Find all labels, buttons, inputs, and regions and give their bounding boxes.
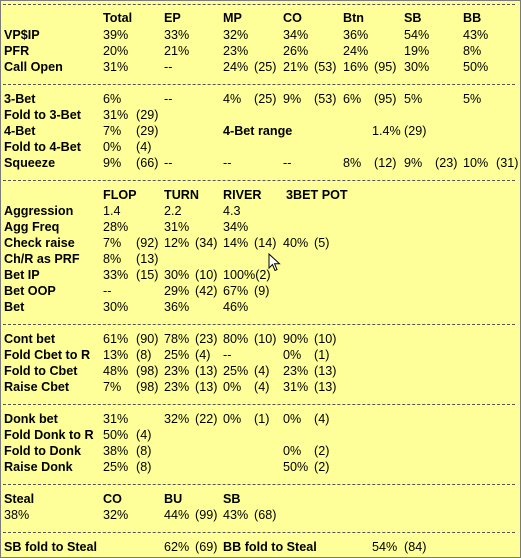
stat-value: -- [223,156,232,170]
stat-value: (10) [254,332,277,346]
divider [3,84,515,85]
stat-value: (4) [136,140,152,154]
stat-label: Bet OOP [4,284,56,298]
stat-value: 31% [103,60,129,74]
stat-value: 46% [223,300,249,314]
stat-value: (66) [136,156,159,170]
stat-value: (8) [136,348,152,362]
stat-value: 25% [103,460,129,474]
divider [3,324,515,325]
stat-label: Btn [343,11,364,25]
stat-label: Bet IP [4,268,40,282]
stat-value: 34% [223,220,249,234]
stat-label: CO [103,492,122,506]
stat-value: 38% [103,444,129,458]
stat-value: (90) [136,332,159,346]
stat-value: 31% [103,412,129,426]
stat-value: 31% [283,380,309,394]
stat-value: -- [283,156,292,170]
stat-value: 14% [223,236,249,250]
stat-value: (42) [195,284,218,298]
stat-value: (29) [136,108,159,122]
stat-value: (34) [195,236,218,250]
stat-label: 3-Bet [4,92,36,106]
stat-value: 43% [223,508,249,522]
stat-value: -- [164,156,173,170]
stat-value: 25% [223,364,249,378]
stat-value: (31) [496,156,519,170]
stat-value: (23) [195,332,218,346]
stat-value: (13) [195,380,218,394]
stat-value: 36% [164,300,190,314]
stat-value: 24% [343,44,369,58]
stat-value: 0% [223,380,242,394]
stat-value: 32% [103,508,129,522]
stat-value: (2) [314,460,330,474]
stat-value: 50% [283,460,309,474]
stat-value: (98) [136,380,159,394]
stat-label: RIVER [223,188,262,202]
stat-value: (13) [136,252,159,266]
stat-value: (53) [314,60,337,74]
stat-value: 19% [404,44,430,58]
stat-label: Ch/R as PRF [4,252,80,266]
stat-label: BB fold to Steal [223,540,317,554]
stat-value: 0% [283,348,302,362]
stat-value: 80% [223,332,249,346]
divider [3,404,515,405]
stat-value: 30% [103,300,129,314]
stat-label: Call Open [4,60,63,74]
stat-value: 33% [164,28,190,42]
stat-label: VP$IP [4,28,40,42]
stat-value: 6% [103,92,122,106]
stat-value: 43% [463,28,489,42]
stat-value: 32% [164,412,190,426]
stat-label: Steal [4,492,35,506]
stat-label: PFR [4,44,30,58]
stat-value: (22) [195,412,218,426]
stat-label: SB [223,492,241,506]
stat-value: -- [164,60,173,74]
stat-value: 54% [404,28,430,42]
divider [3,180,515,181]
stat-value: (4) [195,348,211,362]
stat-value: 21% [164,44,190,58]
stat-label: Fold to Cbet [4,364,78,378]
stat-value: (10) [314,332,337,346]
stat-value: 31% [103,108,129,122]
stat-value: 8% [463,44,482,58]
stat-value: 0% [283,444,302,458]
stat-label: Fold to Donk [4,444,81,458]
stat-label: Fold Cbet to R [4,348,91,362]
stat-value: (13) [195,364,218,378]
stat-value: (4) [314,412,330,426]
stat-label: Check raise [4,236,75,250]
stat-value: 6% [343,92,362,106]
stat-value: 0% [103,140,122,154]
stat-value: 32% [223,28,249,42]
stat-label: Raise Cbet [4,380,70,394]
stat-value: (23) [435,156,458,170]
stat-value: 48% [103,364,129,378]
stat-value: -- [164,92,173,106]
stat-label: 4-Bet [4,124,36,138]
stat-value: (10) [195,268,218,282]
stat-value: 36% [343,28,369,42]
stat-label: Agg Freq [4,220,60,234]
stat-value: 28% [103,220,129,234]
stat-value: 50% [463,60,489,74]
stat-value: 2.2 [164,204,182,218]
stat-value: 7% [103,380,122,394]
stat-value: 40% [283,236,309,250]
stat-value: 61% [103,332,129,346]
stat-value: 5% [404,92,423,106]
stat-label: CO [283,11,302,25]
stat-value: 4.3 [223,204,241,218]
stat-value: 7% [103,124,122,138]
stat-value: 0% [223,412,242,426]
stat-value: 31% [164,220,190,234]
stat-value: 4% [223,92,242,106]
stat-label: Bet [4,300,25,314]
stat-value: 0% [283,412,302,426]
stat-value: (14) [254,236,277,250]
stat-label: Fold to 4-Bet [4,140,81,154]
stat-value: (53) [314,92,337,106]
stat-value: (25) [254,92,277,106]
stat-value: 33% [103,268,129,282]
stat-value: 12% [164,236,190,250]
stat-value: 23% [164,364,190,378]
stat-value: (13) [314,364,337,378]
stat-label: Fold Donk to R [4,428,94,442]
stat-value: 29% [164,284,190,298]
stat-value: 30% [164,268,190,282]
stat-value: (2) [314,444,330,458]
stat-value: 24% [223,60,249,74]
stat-value: (4) [254,364,270,378]
stat-value: (1) [314,348,330,362]
stat-value: 5% [463,92,482,106]
stat-label: Aggression [4,204,74,218]
stat-value: 9% [103,156,122,170]
stat-value: 26% [283,44,309,58]
stat-label: Squeeze [4,156,56,170]
stat-value: 1.4 [103,204,121,218]
stat-value: 1.4% [372,124,401,138]
stat-value: (98) [136,364,159,378]
stat-label: 4-Bet range [223,124,293,138]
stat-value: 90% [283,332,309,346]
stat-value: (69) [195,540,218,554]
stat-value: 100%(2) [223,268,271,282]
stat-label: EP [164,11,181,25]
stat-value: (29) [136,124,159,138]
divider [3,4,515,5]
stat-label: BB [463,11,482,25]
stat-value: (1) [254,412,270,426]
stat-value: 8% [103,252,122,266]
stat-value: -- [103,284,112,298]
stat-value: (4) [254,380,270,394]
stat-value: 23% [223,44,249,58]
stat-label: Cont bet [4,332,56,346]
stat-value: 50% [103,428,129,442]
stat-value: 13% [103,348,129,362]
stat-value: (8) [136,460,152,474]
stat-value: 25% [164,348,190,362]
stat-label: TURN [164,188,199,202]
stat-value: 62% [164,540,190,554]
stat-value: 38% [4,508,30,522]
stat-value: 34% [283,28,309,42]
stat-value: (5) [314,236,330,250]
stat-value: 23% [283,364,309,378]
stat-value: 20% [103,44,129,58]
stat-label: SB [404,11,422,25]
stat-label: Donk bet [4,412,58,426]
stat-value: (25) [254,60,277,74]
stat-value: (13) [314,380,337,394]
stat-value: (99) [195,508,218,522]
stat-value: 7% [103,236,122,250]
stat-value: 78% [164,332,190,346]
stat-value: (84) [404,540,427,554]
stat-label: Total [103,11,133,25]
stat-value: 44% [164,508,190,522]
stat-value: 30% [404,60,430,74]
stat-label: Fold to 3-Bet [4,108,81,122]
stat-value: 9% [404,156,423,170]
stat-value: 67% [223,284,249,298]
stat-value: 39% [103,28,129,42]
stat-value: 54% [372,540,398,554]
stat-value: (68) [254,508,277,522]
stat-value: -- [223,348,232,362]
stat-label: BU [164,492,183,506]
stat-value: (29) [404,124,427,138]
stat-value: (8) [136,444,152,458]
stat-label: SB fold to Steal [4,540,98,554]
stat-value: (12) [374,156,397,170]
stat-label: 3BET POT [286,188,348,202]
stat-value: 8% [343,156,362,170]
stat-value: (92) [136,236,159,250]
stat-value: (95) [374,60,397,74]
stat-value: (4) [136,428,152,442]
stat-value: (9) [254,284,270,298]
stat-value: (95) [374,92,397,106]
stat-value: 21% [283,60,309,74]
stat-label: Raise Donk [4,460,73,474]
stat-value: 9% [283,92,302,106]
stat-value: (15) [136,268,159,282]
divider [3,532,515,533]
stat-value: 10% [463,156,489,170]
stat-label: FLOP [103,188,137,202]
stat-value: 23% [164,380,190,394]
divider [3,484,515,485]
mouse-pointer-icon [268,253,282,273]
stat-value: 16% [343,60,369,74]
stat-label: MP [223,11,242,25]
